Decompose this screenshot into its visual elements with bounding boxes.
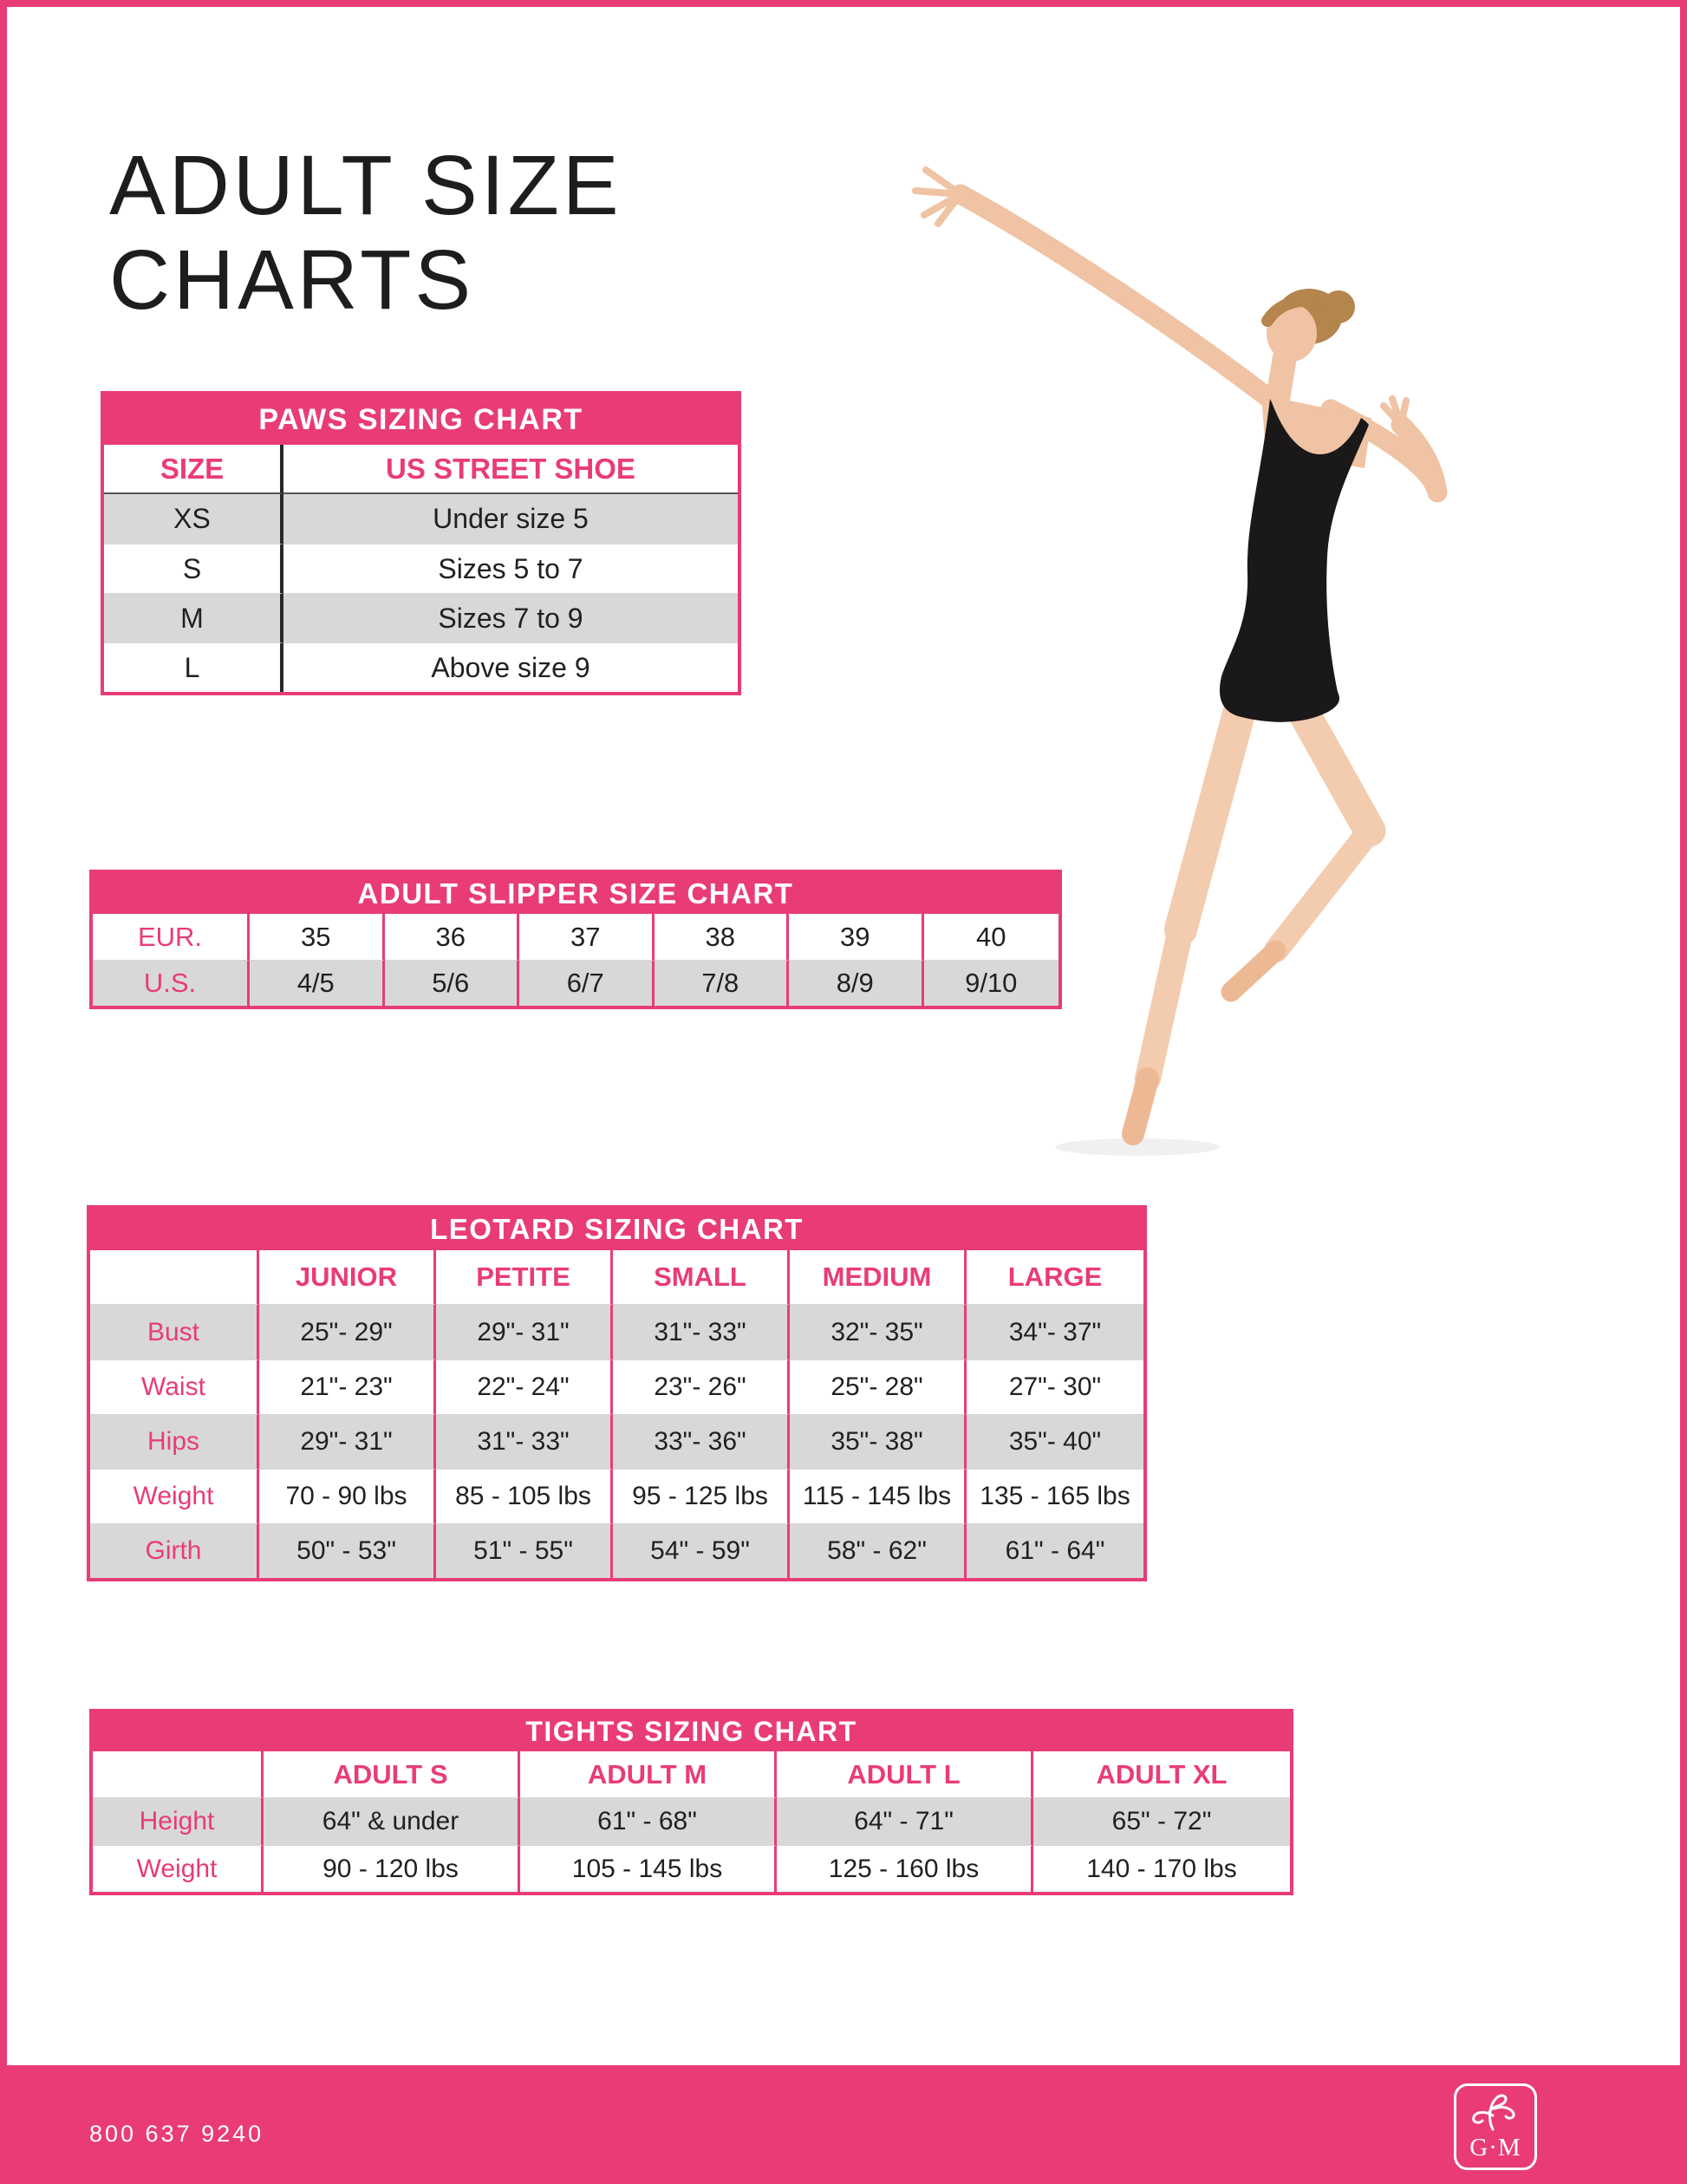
column-header: MEDIUM — [790, 1250, 967, 1305]
row-label: Weight — [93, 1845, 264, 1892]
table-cell: 140 - 170 lbs — [1033, 1845, 1290, 1892]
slipper-size-table — [89, 870, 1062, 1009]
row-label: Bust — [90, 1305, 259, 1359]
table-cell: 50" - 53" — [259, 1523, 436, 1578]
table-cell: 58" - 62" — [790, 1523, 967, 1578]
table-cell: 115 - 145 lbs — [790, 1469, 967, 1523]
phone-number: 800 637 9240 — [89, 2121, 264, 2147]
table-cell: Sizes 5 to 7 — [283, 544, 738, 593]
leotard-sizing-table — [87, 1205, 1147, 1581]
paws-table-grid — [104, 445, 738, 692]
table-cell: 125 - 160 lbs — [777, 1845, 1033, 1892]
table-cell: 21"- 23" — [259, 1359, 436, 1414]
table-cell: 29"- 31" — [436, 1305, 613, 1359]
row-label: Weight — [90, 1469, 259, 1523]
table-cell: 33"- 36" — [613, 1414, 790, 1469]
paws-sizing-table — [101, 391, 741, 695]
column-header: US STREET SHOE — [283, 445, 738, 494]
tights-table-grid — [93, 1751, 1290, 1892]
table-cell: 35"- 38" — [790, 1414, 967, 1469]
row-label: L — [104, 642, 283, 692]
row-label: S — [104, 544, 283, 593]
table-cell: Sizes 7 to 9 — [283, 593, 738, 642]
table-cell: 22"- 24" — [436, 1359, 613, 1414]
table-cell: 31"- 33" — [613, 1305, 790, 1359]
gm-monogram-logo — [1454, 2083, 1537, 2170]
table-cell: 37 — [519, 914, 655, 960]
column-header: PETITE — [436, 1250, 613, 1305]
ballet-dancer-photo — [893, 139, 1500, 1179]
column-header: ADULT S — [264, 1751, 520, 1798]
tights-sizing-table — [89, 1709, 1293, 1895]
table-cell: 39 — [789, 914, 924, 960]
column-header: SMALL — [613, 1250, 790, 1305]
column-header — [90, 1250, 259, 1305]
table-cell: 70 - 90 lbs — [259, 1469, 436, 1523]
table-cell: 31"- 33" — [436, 1414, 613, 1469]
table-cell: 65" - 72" — [1033, 1798, 1290, 1845]
table-cell: 35 — [250, 914, 385, 960]
table-cell: 8/9 — [789, 960, 924, 1006]
column-header: LARGE — [967, 1250, 1143, 1305]
logo-monogram-text: G·M — [1469, 2134, 1521, 2161]
table-cell: 27"- 30" — [967, 1359, 1143, 1414]
row-label: Height — [93, 1798, 264, 1845]
table-cell: 6/7 — [519, 960, 655, 1006]
row-label: EUR. — [93, 914, 250, 960]
table-cell: 40 — [924, 914, 1059, 960]
row-label: M — [104, 593, 283, 642]
flourish-icon — [1467, 2089, 1519, 2131]
leotard-table-title: LEOTARD SIZING CHART — [90, 1209, 1143, 1250]
slipper-table-grid — [93, 914, 1058, 1006]
table-cell: 25"- 29" — [259, 1305, 436, 1359]
table-cell: 35"- 40" — [967, 1414, 1143, 1469]
page-title-line2: CHARTS — [109, 231, 475, 327]
table-cell: 51" - 55" — [436, 1523, 613, 1578]
table-cell: 105 - 145 lbs — [520, 1845, 777, 1892]
row-label: Hips — [90, 1414, 259, 1469]
table-cell: 61" - 64" — [967, 1523, 1143, 1578]
tights-table-title: TIGHTS SIZING CHART — [93, 1712, 1290, 1751]
slipper-table-title: ADULT SLIPPER SIZE CHART — [93, 873, 1058, 914]
table-cell: 64" & under — [264, 1798, 520, 1845]
table-cell: 25"- 28" — [790, 1359, 967, 1414]
table-cell: 64" - 71" — [777, 1798, 1033, 1845]
column-header: ADULT M — [520, 1751, 777, 1798]
column-header: ADULT L — [777, 1751, 1033, 1798]
table-cell: 90 - 120 lbs — [264, 1845, 520, 1892]
column-header: JUNIOR — [259, 1250, 436, 1305]
table-cell: Under size 5 — [283, 494, 738, 544]
table-cell: 29"- 31" — [259, 1414, 436, 1469]
leotard-table-grid — [90, 1250, 1143, 1578]
table-cell: 9/10 — [924, 960, 1059, 1006]
footer-bar — [0, 2065, 1687, 2184]
table-cell: 23"- 26" — [613, 1359, 790, 1414]
table-cell: 32"- 35" — [790, 1305, 967, 1359]
table-cell: 135 - 165 lbs — [967, 1469, 1143, 1523]
row-label: U.S. — [93, 960, 250, 1006]
row-label: Waist — [90, 1359, 259, 1414]
table-cell: 5/6 — [385, 960, 520, 1006]
row-label: Girth — [90, 1523, 259, 1578]
table-cell: 85 - 105 lbs — [436, 1469, 613, 1523]
column-header: SIZE — [104, 445, 283, 494]
table-cell: 4/5 — [250, 960, 385, 1006]
table-cell: 54" - 59" — [613, 1523, 790, 1578]
table-cell: Above size 9 — [283, 642, 738, 692]
table-cell: 34"- 37" — [967, 1305, 1143, 1359]
table-cell: 36 — [385, 914, 520, 960]
column-header — [93, 1751, 264, 1798]
table-cell: 95 - 125 lbs — [613, 1469, 790, 1523]
page-title — [109, 139, 622, 327]
row-label: XS — [104, 494, 283, 544]
paws-table-title: PAWS SIZING CHART — [104, 394, 738, 445]
table-cell: 61" - 68" — [520, 1798, 777, 1845]
table-cell: 38 — [655, 914, 790, 960]
column-header: ADULT XL — [1033, 1751, 1290, 1798]
table-cell: 7/8 — [655, 960, 790, 1006]
page-title-line1: ADULT SIZE — [109, 138, 622, 232]
